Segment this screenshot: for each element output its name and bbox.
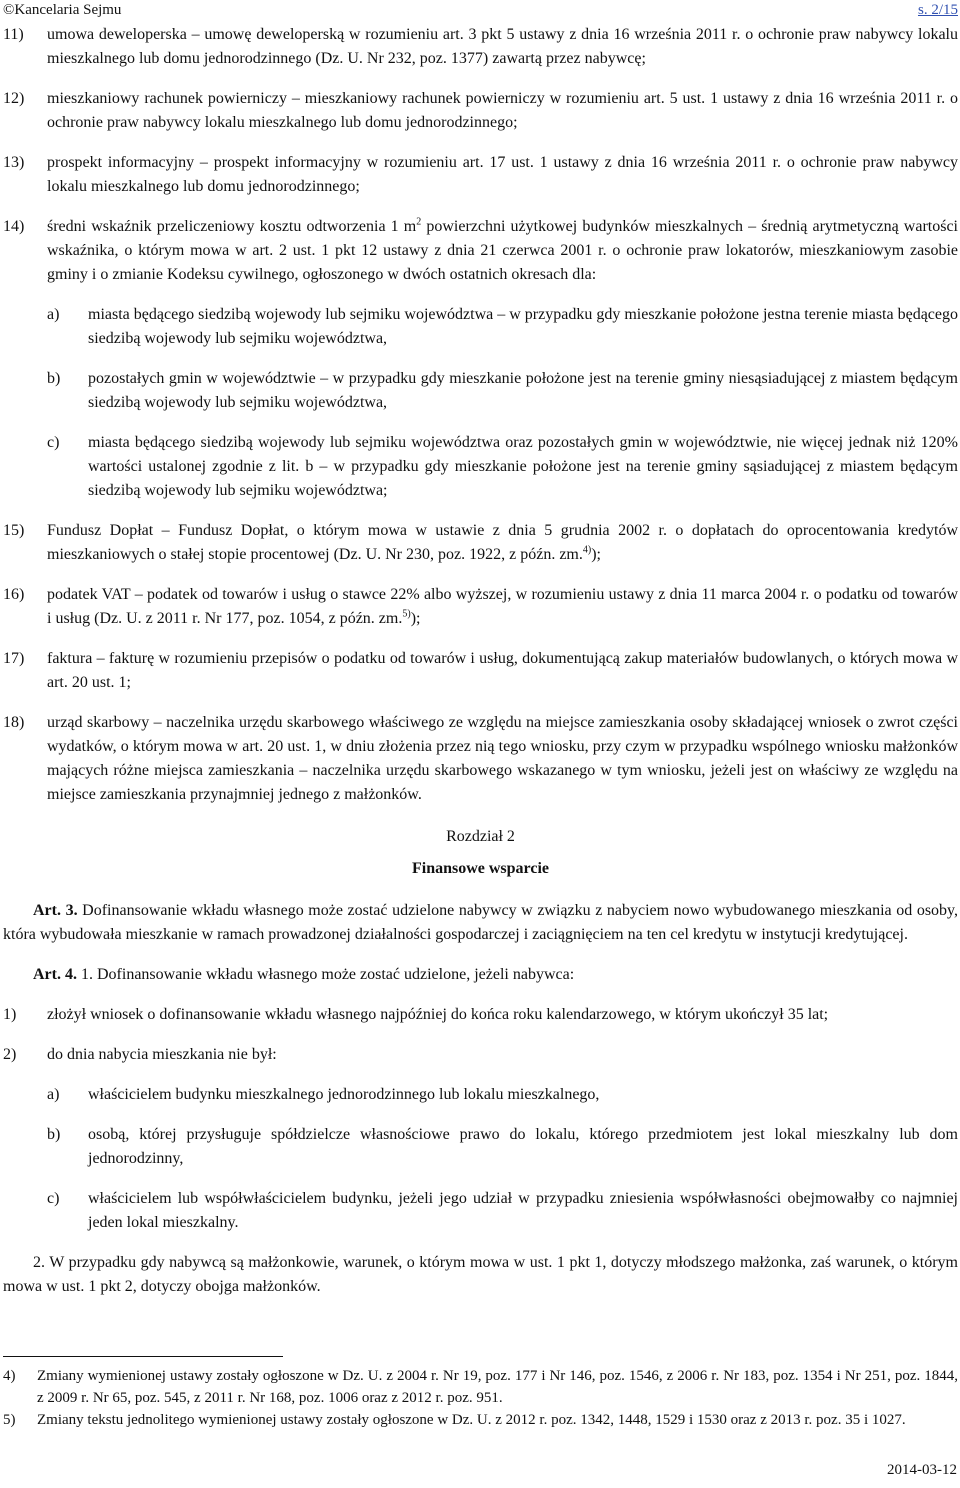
sublist: [3, 303, 958, 503]
sub-text: pozostałych gmin w województwie – w przypadku gdy mieszkanie położone jest na terenie gminy niesąsiadującej z miastem będącym siedzibą wojewody lub sejmiku województwa,: [88, 370, 958, 411]
item-number: 17): [3, 650, 25, 667]
item-text-part: Fundusz Dopłat – Fundusz Dopłat, o którym mowa w ustawie z dnia 5 grudnia 2002 r. o dopłatach do oprocentowania kredytów mieszkaniowych o stałej stopie procentowej (Dz. U. Nr 230, poz. 1922, z późn. zm.: [47, 522, 958, 563]
item-text-part: );: [410, 610, 421, 627]
sub-text: miasta będącego siedzibą wojewody lub sejmiku województwa – w przypadku gdy mieszkanie położone jestna terenie miasta będącego siedzibą wojewody lub sejmiku województwa,: [88, 306, 958, 347]
list-item: [3, 711, 958, 807]
definitions-list: [3, 23, 958, 807]
sublist-item: [3, 367, 958, 415]
item-text-part: średni wskaźnik przeliczeniowy kosztu odtworzenia 1 m: [47, 218, 417, 235]
footnote-divider: [3, 1356, 283, 1357]
footnote-number: 5): [3, 1412, 16, 1428]
item-text: [47, 215, 958, 287]
footnotes: [3, 1356, 958, 1431]
article-label: Art. 3.: [33, 902, 78, 919]
page-header: [3, 0, 958, 23]
chapter-label: Rozdział 2: [446, 828, 515, 845]
footnote-ref[interactable]: 5): [402, 608, 411, 620]
list-item: [3, 1043, 958, 1067]
list-item: [3, 23, 958, 71]
footer-date: 2014-03-12: [887, 1462, 957, 1478]
article-label: Art. 4.: [33, 966, 77, 983]
footnote: [3, 1365, 958, 1409]
sublist: [3, 1083, 958, 1235]
list-item: [3, 215, 958, 287]
item-number: 15): [3, 522, 25, 539]
article-4-paragraph-2: 2. W przypadku gdy nabywcą są małżonkowie, warunek, o którym mowa w ust. 1 pkt 1, dotyczy młodszego małżonka, zaś warunek, o którym mowa w ust. 1 pkt 2, dotyczy obojga małżonków.: [3, 1254, 958, 1295]
list-item: [3, 583, 958, 631]
item-text-part: podatek VAT – podatek od towarów i usług o stawce 22% albo wyższej, w rozumieniu ustawy z dnia 11 marca 2004 r. o podatku od towarów i usług (Dz. U. z 2011 r. Nr 177, poz. 1054, z późn. zm.: [47, 586, 958, 627]
sublist-item: [3, 303, 958, 351]
item-number: 18): [3, 714, 25, 731]
footnote-ref[interactable]: 4): [582, 544, 592, 556]
article-4: [3, 963, 958, 987]
list-item: [3, 87, 958, 135]
item-text: do dnia nabycia mieszkania nie był:: [47, 1046, 277, 1063]
sublist-item: [3, 1187, 958, 1235]
footnote-text: Zmiany tekstu jednolitego wymienionej ustawy zostały ogłoszone w Dz. U. z 2012 r. poz. 1342, 1448, 1529 i 1530 oraz z 2013 r. poz. 35 i 1027.: [37, 1412, 906, 1428]
item-number: 16): [3, 586, 25, 603]
item-text: złożył wniosek o dofinansowanie wkładu własnego najpóźniej do końca roku kalendarzowego, w którym ukończył 35 lat;: [47, 1006, 829, 1023]
item-text: [47, 519, 958, 567]
sub-letter: b): [47, 1126, 61, 1143]
article-text: Dofinansowanie wkładu własnego może zostać udzielone nabywcy w związku z nabyciem nowo wybudowanego mieszkania od osoby, która wybudowała mieszkanie w ramach prowadzonej działalności gospodarczej i zaciągnięciem na ten cel kredytu w instytucji kredytującej.: [3, 902, 959, 943]
item-text: prospekt informacyjny – prospekt informacyjny w rozumieniu art. 17 ust. 1 ustawy z dnia 16 września 2011 r. o ochronie praw nabywcy lokalu mieszkalnego lub domu jednorodzinnego;: [47, 154, 958, 195]
list-item: [3, 1003, 958, 1027]
list-item: [3, 151, 958, 199]
sub-letter: a): [47, 1086, 60, 1103]
sub-text: miasta będącego siedzibą wojewody lub sejmiku województwa oraz pozostałych gmin w województwie, nie więcej jednak niż 120% wartości ustalonej zgodnie z lit. b – w przypadku gdy mieszkanie położone jest na terenie gminy sąsiadującej z miastem będącym siedzibą wojewody lub sejmiku województwa;: [88, 434, 958, 499]
item-number: 11): [3, 26, 24, 43]
footnote-text: Zmiany wymienionej ustawy zostały ogłoszone w Dz. U. z 2004 r. Nr 19, poz. 177 i Nr 146, poz. 1546, z 2006 r. Nr 183, poz. 1354 i Nr 251, poz. 1844, z 2009 r. Nr 65, poz. 545, z 2011 r. Nr 168, poz. 1006 oraz z 2012 r. poz. 951.: [37, 1368, 958, 1406]
item-text-part: powierzchni użytkowej budynków mieszkalnych – średnią arytmetyczną wartości wskaźnika, o którym mowa w art. 2 ust. 1 pkt 12 ustawy z dnia 21 czerwca 2001 r. o ochronie praw lokatorów, mieszkaniowym zasobie gminy i o zmianie Kodeksu cywilnego, ogłoszonego w dwóch ostatnich okresach dla:: [47, 218, 958, 283]
item-number: 14): [3, 218, 25, 235]
item-number: 12): [3, 90, 25, 107]
header-source: ©Kancelaria Sejmu: [3, 2, 122, 18]
item-text: mieszkaniowy rachunek powierniczy – mieszkaniowy rachunek powierniczy w rozumieniu art. 5 ust. 1 ustawy z dnia 16 września 2011 r. o ochronie praw nabywcy lokalu mieszkalnego lub domu jednorodzinnego;: [47, 90, 958, 131]
article-3: [3, 899, 958, 947]
item-number: 13): [3, 154, 25, 171]
sub-letter: c): [47, 434, 60, 451]
item-number: 2): [3, 1046, 17, 1063]
footnote-number: 4): [3, 1368, 16, 1384]
article-text: 1. Dofinansowanie wkładu własnego może zostać udzielone, jeżeli nabywca:: [76, 966, 575, 983]
footnote: [3, 1409, 958, 1431]
list-item: [3, 647, 958, 695]
sublist-item: [3, 431, 958, 503]
chapter-title: Finansowe wsparcie: [411, 860, 550, 877]
header-page-number[interactable]: s. 2/15: [917, 2, 958, 18]
item-text: umowa deweloperska – umowę deweloperską w rozumieniu art. 3 pkt 5 ustawy z dnia 16 września 2011 r. o ochronie praw nabywcy lokalu mieszkalnego lub domu jednorodzinnego (Dz. U. Nr 232, poz. 1377) zawartą przez nabywcę;: [47, 26, 958, 67]
sublist-item: [3, 1123, 958, 1171]
item-text: faktura – fakturę w rozumieniu przepisów o podatku od towarów i usług, dokumentującą zakup materiałów budowlanych, o których mowa w art. 20 ust. 1;: [47, 650, 958, 691]
sub-letter: c): [47, 1190, 60, 1207]
item-text-part: );: [591, 546, 601, 563]
sub-text: właścicielem lub współwłaścicielem budynku, jeżeli jego udział w przypadku zniesienia współwłasności obejmowałby co najmniej jeden lokal mieszkalny.: [88, 1190, 958, 1231]
list-item: [3, 519, 958, 567]
item-text: urząd skarbowy – naczelnika urzędu skarbowego właściwego ze względu na miejsce zamieszkania osoby składającej wniosek o zwrot części wydatków, o którym mowa w art. 20 ust. 1, w dniu złożenia przez nią tego wniosku, przy czym w przypadku wspólnego wniosku małżonków mających różne miejsca zamieszkania – naczelnika urzędu skarbowego wskazanego w tym wniosku, jeżeli jest on właściwy ze względu na miejsce zamieszkania przynajmniej jednego z małżonków.: [47, 714, 958, 803]
sub-letter: b): [47, 370, 61, 387]
sub-letter: a): [47, 306, 60, 323]
sub-text: właścicielem budynku mieszkalnego jednorodzinnego lub lokalu mieszkalnego,: [88, 1086, 600, 1103]
sub-text: osobą, której przysługuje spółdzielcze własnościowe prawo do lokalu, którego przedmiotem jest lokal mieszkalny lub dom jednorodzinny,: [88, 1126, 958, 1167]
item-text: [47, 583, 958, 631]
superscript: 2: [416, 216, 422, 228]
item-number: 1): [3, 1006, 17, 1023]
sublist-item: [3, 1083, 958, 1107]
